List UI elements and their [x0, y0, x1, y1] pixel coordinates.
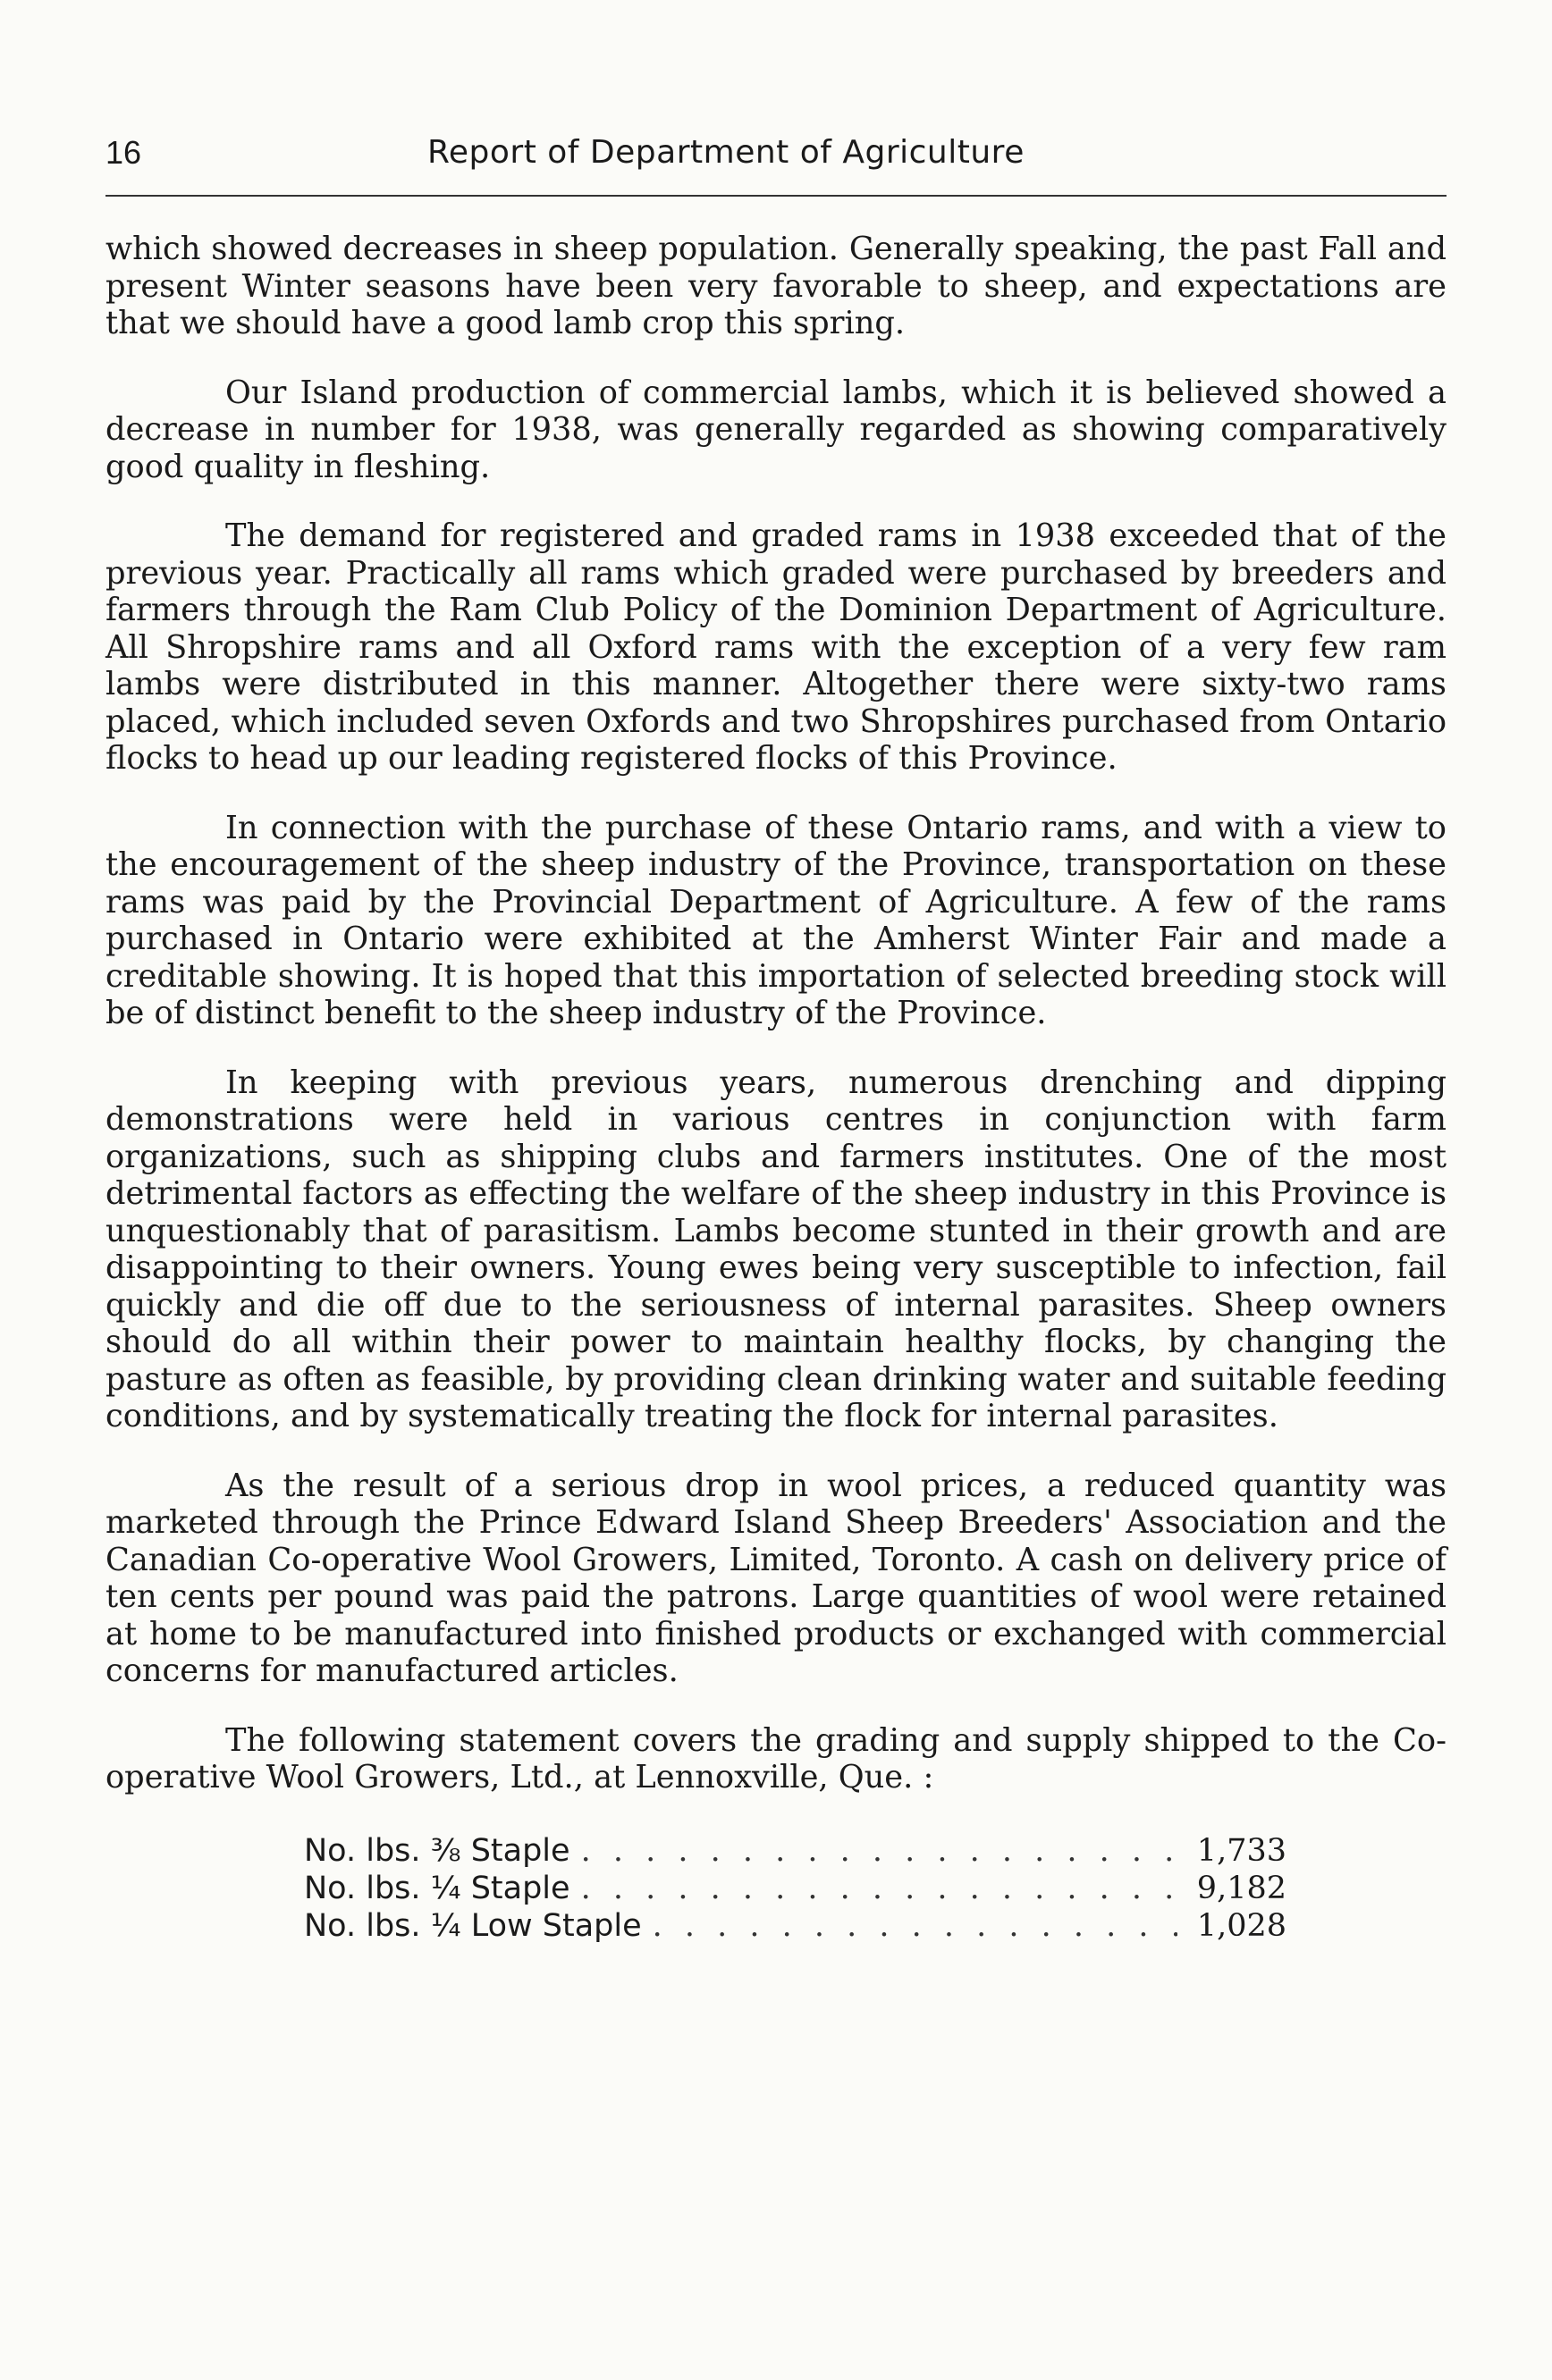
table-row — [304, 1907, 1286, 1945]
paragraph: In connection with the purchase of these Ontario rams, and with a view to the encouragement of the sheep industry of the Province, transportation on these rams was paid by the Provincial Department of Agriculture. A few of the rams purchased in Ontario were exhibited at the Amherst Winter Fair and made a creditable showing. It is hoped that this importation of selected breeding stock will be of distinct benefit to the sheep industry of the Province. — [105, 809, 1447, 1031]
paragraph: The demand for registered and graded rams in 1938 exceeded that of the previous year. Practically all rams which graded were purchased by breeders and farmers through the Ram Club Policy of the Dominion Department of Agriculture. All Shropshire rams and all Oxford rams with the exception of a very few ram lambs were distributed in this manner. Altogether there were sixty-two rams placed, which included seven Oxfords and two Shropshires purchased from Ontario flocks to head up our leading registered flocks of this Province. — [105, 517, 1447, 777]
dot-leader — [581, 1832, 1177, 1870]
table-row — [304, 1870, 1286, 1907]
header-rule — [105, 195, 1447, 197]
row-label: No. lbs. ¼ Staple — [304, 1870, 570, 1906]
row-label: No. lbs. ¼ Low Staple — [304, 1907, 642, 1944]
document-page — [105, 134, 1447, 1944]
row-value: 9,182 — [1196, 1870, 1286, 1906]
dot-leader — [581, 1870, 1177, 1907]
page-body — [105, 231, 1447, 1945]
row-value: 1,028 — [1196, 1907, 1286, 1944]
paragraph: Our Island production of commercial lambs, which it is believed showed a decrease in number for 1938, was generally regarded as showing comparatively good quality in fleshing. — [105, 374, 1447, 485]
page-header — [105, 134, 1447, 188]
paragraph: As the result of a serious drop in wool prices, a reduced quantity was marketed through the Prince Edward Island Sheep Breeders' Association and the Canadian Co-operative Wool Growers, Limited, Toronto. A cash on delivery price of ten cents per pound was paid the patrons. Large quantities of wool were retained at home to be manufactured into finished products or exchanged with commercial concerns for manufactured articles. — [105, 1467, 1447, 1689]
paragraph: which showed decreases in sheep population. Generally speaking, the past Fall and present Winter seasons have been very favorable to sheep, and expectations are that we should have a good lamb crop this spring. — [105, 231, 1447, 341]
dot-leader — [653, 1907, 1177, 1945]
table-row — [304, 1832, 1286, 1870]
row-label: No. lbs. ⅜ Staple — [304, 1832, 570, 1869]
paragraph: The following statement covers the grading and supply shipped to the Co-operative Wool Growers, Ltd., at Lennoxville, Que. : — [105, 1721, 1447, 1796]
page-number: 16 — [105, 134, 142, 171]
wool-statement-table — [304, 1832, 1286, 1945]
row-value: 1,733 — [1196, 1832, 1286, 1869]
running-title: Report of Department of Agriculture — [427, 134, 1025, 171]
paragraph: In keeping with previous years, numerous drenching and dipping demonstrations were held in various centres in conjunction with farm organizations, such as shipping clubs and farmers institutes. One of the most detrimental factors as effecting the welfare of the sheep industry in this Province is unquestionably that of parasitism. Lambs become stunted in their growth and are disappointing to their owners. Young ewes being very susceptible to infection, fail quickly and die off due to the seriousness of internal parasites. Sheep owners should do all within their power to maintain healthy flocks, by changing the pasture as often as feasible, by providing clean drinking water and suitable feeding conditions, and by systematically treating the flock for internal parasites. — [105, 1064, 1447, 1434]
